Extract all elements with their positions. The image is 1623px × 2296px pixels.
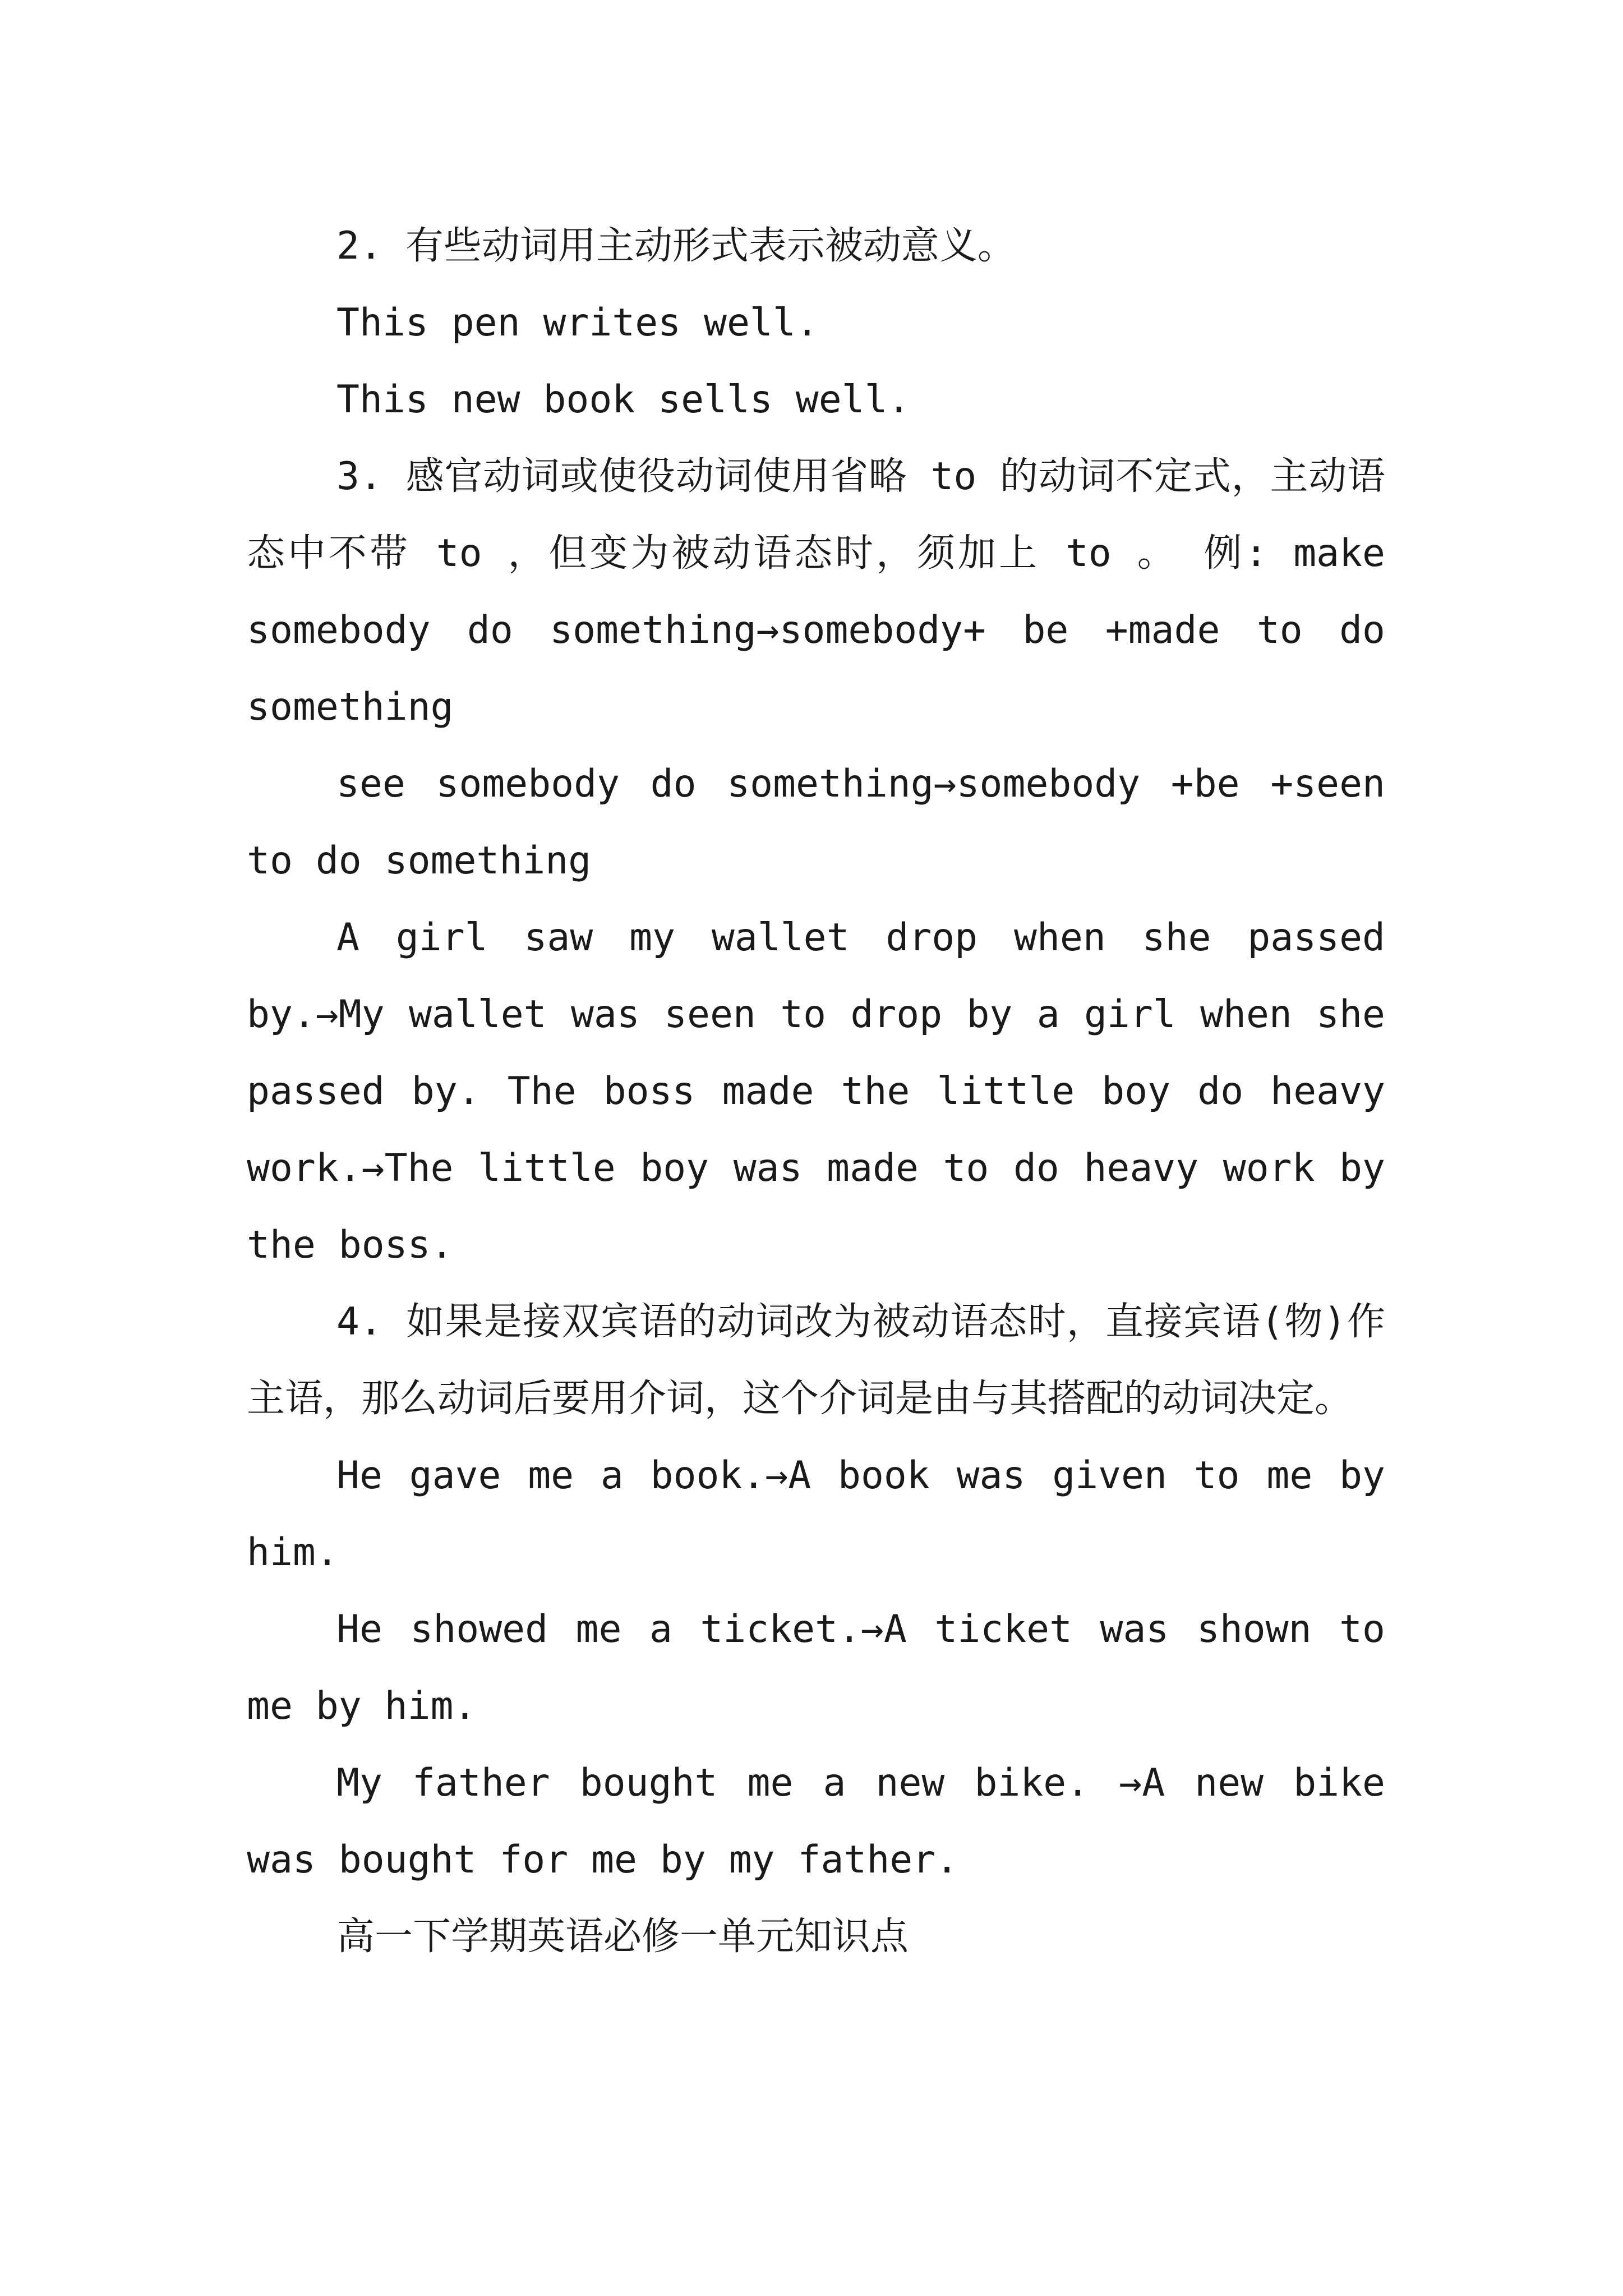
paragraph-example-bought: My father bought me a new bike. →A new bike was bought for me by my father. [247, 1761, 1385, 1882]
paragraph-example-book: This new book sells well. [336, 378, 911, 422]
paragraph-heading: 高一下学期英语必修一单元知识点 [336, 1915, 909, 1959]
paragraph-example-wallet: A girl saw my wallet drop when she passed by.→My wallet was seen to drop by a girl when she passed by. The boss made the little boy do heavy work.→The little boy was made to do heavy work by the boss. [247, 915, 1385, 1267]
paragraph-example-pen: This pen writes well. [336, 301, 819, 345]
paragraph-see-somebody: see somebody do something→somebody +be +seen to do something [247, 762, 1385, 883]
paragraph-rule-3: 3. 感官动词或使役动词使用省略 to 的动词不定式，主动语态中不带 to ，但变为被动语态时，须加上 to 。 例: make somebody do something→somebody+ be +made to do something [247, 454, 1385, 729]
paragraph-rule-2: 2. 有些动词用主动形式表示被动意义。 [336, 224, 1016, 268]
paragraph-example-gave: He gave me a book.→A book was given to me by him. [247, 1453, 1385, 1575]
document-body [247, 208, 1385, 1975]
paragraph-example-showed: He showed me a ticket.→A ticket was shown to me by him. [247, 1607, 1385, 1728]
paragraph-rule-4: 4. 如果是接双宾语的动词改为被动语态时，直接宾语(物)作主语，那么动词后要用介词，这个介词是由与其搭配的动词决定。 [247, 1300, 1385, 1421]
